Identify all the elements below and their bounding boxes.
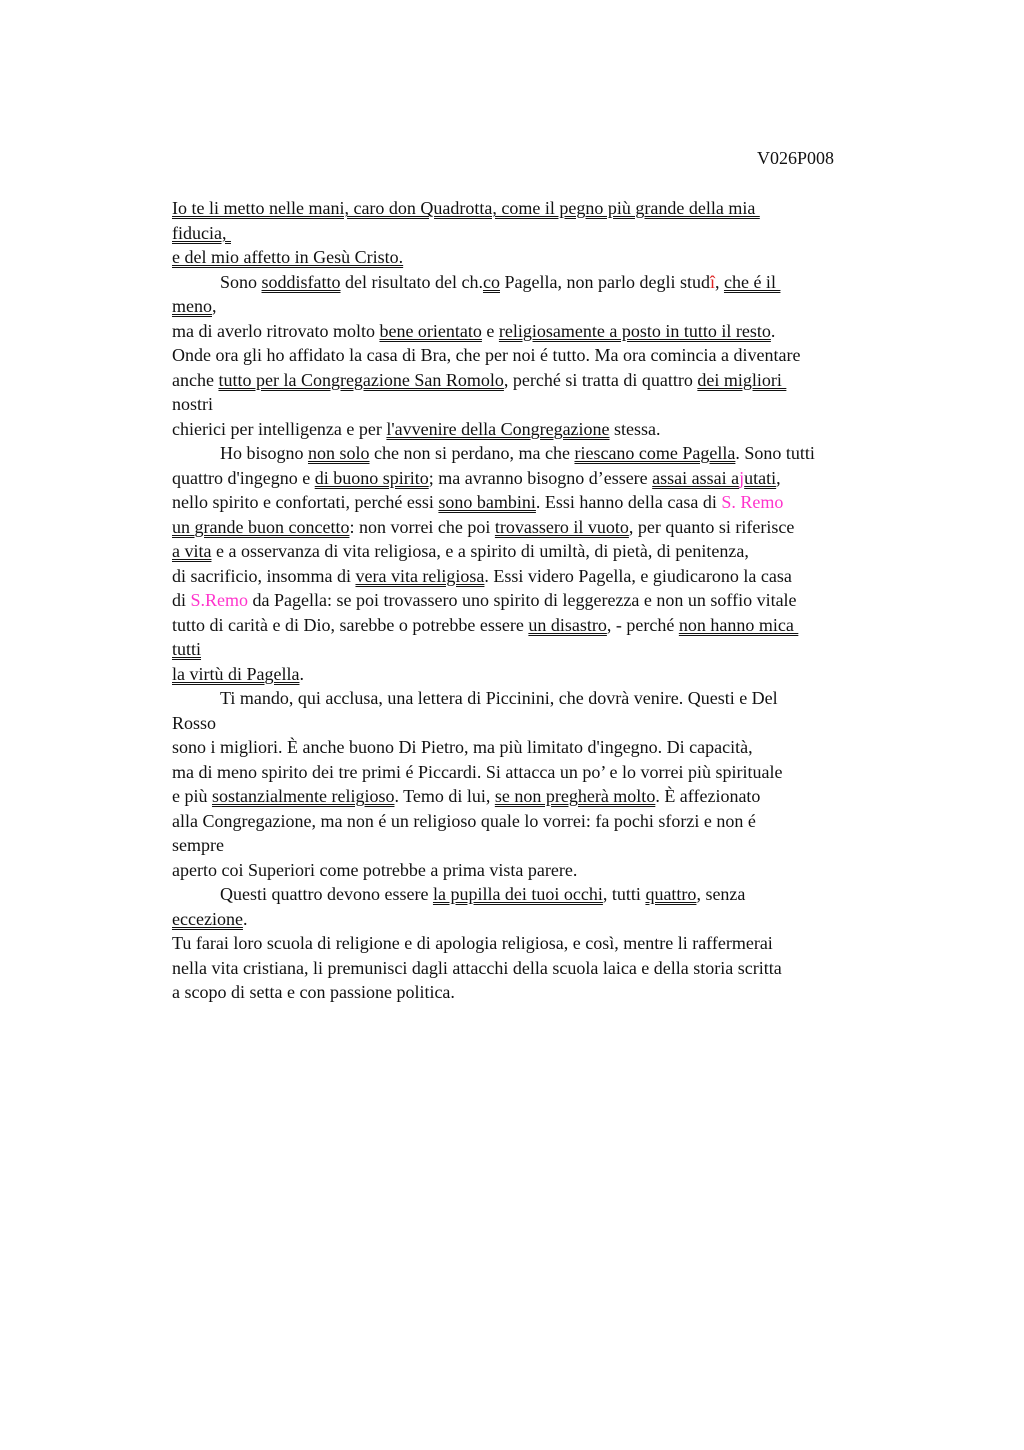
text-segment: e [481,320,499,341]
text-segment: . Temo di lui, [394,786,495,806]
text-line [172,931,932,956]
text-segment: ma di averlo ritrovato molto [172,320,380,341]
underlined-text: quattro [645,884,697,904]
text-segment: quattro d'ingegno e [172,467,315,488]
text-segment: . Sono tutti [735,443,815,463]
text-line [172,956,932,981]
underlined-text: riescano come Pagella [574,443,736,463]
underlined-text: sostanzialmente religioso [212,786,395,806]
underlined-text: tutto per la Congregazione San Romolo [218,369,504,390]
text-segment: Rosso [172,712,217,733]
text-segment: Onde ora gli ho affidato la casa di Bra, che per noi é tutto. Ma ora comincia a diventare [172,345,801,365]
text-line [172,833,932,858]
text-segment: tutto di carità e di Dio, sarebbe o potrebbe essere [172,614,529,635]
text-segment: Sono [220,271,262,292]
text-line [172,735,932,760]
text-segment: alla Congregazione, ma non é un religioso quale lo vorrei: fa pochi sforzi e non é [172,810,756,831]
text-line [172,907,932,932]
text-line [172,858,932,883]
text-segment: Ho bisogno [220,443,309,463]
underlined-text: co [482,271,500,292]
underlined-text: utati [744,467,777,488]
text-line [172,539,932,564]
text-segment: anche [172,369,219,390]
text-line [172,980,932,1005]
text-segment: . [299,663,304,684]
underlined-text: la virtù di Pagella [172,663,300,684]
underlined-text: dei migliori [697,369,787,390]
text-line [172,490,932,515]
page-code: V026P008 [757,148,835,168]
underlined-text: eccezione [172,908,243,929]
text-segment: ; ma avranno bisogno d’essere [428,467,653,488]
text-segment: di sacrificio, insomma di [172,565,356,586]
text-segment: Ti mando, qui acclusa, una lettera di Piccinini, che dovrà venire. Questi e Del [220,688,778,708]
text-segment: che non si perdano, ma che [369,443,575,463]
text-line [172,809,932,834]
text-line [172,564,932,589]
text-segment: nella vita cristiana, li premunisci dagli attacchi della scuola laica e della storia scritta [172,957,782,978]
text-segment: . [770,320,776,341]
text-line [172,270,932,295]
text-segment: Tu farai loro scuola di religione e di apologia religiosa, e così, mentre li raffermerai [172,933,773,953]
text-segment: , per quanto si riferisce [628,516,795,537]
text-line [172,343,932,368]
text-segment: sempre [172,835,224,855]
text-segment: del risultato del ch. [340,271,483,292]
text-line [172,686,932,711]
text-segment: , perché si tratta di quattro [503,369,698,390]
text-segment: , [212,296,217,316]
text-segment: di [172,590,191,610]
text-line [172,441,932,466]
underlined-text: fiducia, [172,222,231,243]
text-segment: . Essi videro Pagella, e giudicarono la casa [484,565,792,586]
text-line [172,319,932,344]
text-segment: . È affezionato [655,786,761,806]
underlined-text: non hanno mica [678,614,799,635]
text-segment: sono i migliori. È anche buono Di Pietro, ma più limitato d'ingegno. Di capacità, [172,737,753,757]
highlighted-text: î [709,271,715,292]
text-segment: chierici per intelligenza e per [172,418,387,439]
text-segment: . [242,908,248,929]
underlined-text: bene orientato [379,320,482,341]
underlined-text: vera vita religiosa [355,565,485,586]
text-segment: , [776,467,781,488]
underlined-text: tutti [172,639,202,659]
text-line [172,515,932,540]
text-segment: nostri [172,394,214,414]
highlighted-text: j [739,467,745,488]
underlined-text: di buono spirito [314,467,429,488]
letter-body [172,196,932,1005]
underlined-text: se non pregherà molto [494,786,656,806]
underlined-text: la pupilla dei tuoi occhi [432,884,603,904]
text-segment: aperto coi Superiori come potrebbe a prima vista parere. [172,859,578,880]
text-line [172,588,932,613]
text-segment: da Pagella: se poi trovassero uno spirito di leggerezza e non un soffio vitale [248,590,797,610]
underlined-text: trovassero il vuoto [494,516,629,537]
text-line [172,711,932,736]
text-line [172,221,932,246]
underlined-text: soddisfatto [261,271,341,292]
text-line [172,245,932,270]
highlighted-text: S.Remo [190,590,249,610]
text-segment: e più [172,786,212,806]
text-segment: stessa. [609,418,661,439]
text-line [172,294,932,319]
text-line [172,784,932,809]
underlined-text: Io te li metto nelle mani, caro don Quadrotta, come il pegno più grande della mia [172,198,760,218]
text-line [172,368,932,393]
text-segment: , - perché [606,614,679,635]
text-segment: Questi quattro devono essere [220,884,433,904]
underlined-text: sono bambini [438,492,536,512]
underlined-text: a vita [172,541,212,561]
text-line [172,882,932,907]
text-segment: a scopo di setta e con passione politica. [172,982,455,1002]
text-line [172,662,932,687]
underlined-text: e del mio affetto in Gesù Cristo. [172,247,404,267]
text-line [172,637,932,662]
text-segment: nello spirito e confortati, perché essi [172,492,439,512]
text-line [172,466,932,491]
underlined-text: che é il [723,271,781,292]
text-segment: , tutti [602,884,646,904]
text-segment: . Essi hanno della casa di [535,492,722,512]
text-line [172,196,932,221]
text-line [172,613,932,638]
underlined-text: non solo [308,443,370,463]
underlined-text: un grande buon concetto [172,516,350,537]
text-segment: Pagella, non parlo degli stud [499,271,710,292]
underlined-text: un disastro [528,614,607,635]
text-segment: ma di meno spirito dei tre primi é Piccardi. Si attacca un po’ e lo vorrei più spirituale [172,761,783,782]
underlined-text: meno [172,296,212,316]
text-segment: : non vorrei che poi [349,516,495,537]
text-line [172,417,932,442]
highlighted-text: S. Remo [721,492,784,512]
text-segment: , senza [696,884,746,904]
underlined-text: religiosamente a posto in tutto il resto [498,320,771,341]
text-segment: e a osservanza di vita religiosa, e a spirito di umiltà, di pietà, di penitenza, [211,541,749,561]
underlined-text: assai assai a [652,467,740,488]
underlined-text: l'avvenire della Congregazione [386,418,610,439]
text-line [172,760,932,785]
text-line [172,392,932,417]
text-segment: , [714,271,724,292]
